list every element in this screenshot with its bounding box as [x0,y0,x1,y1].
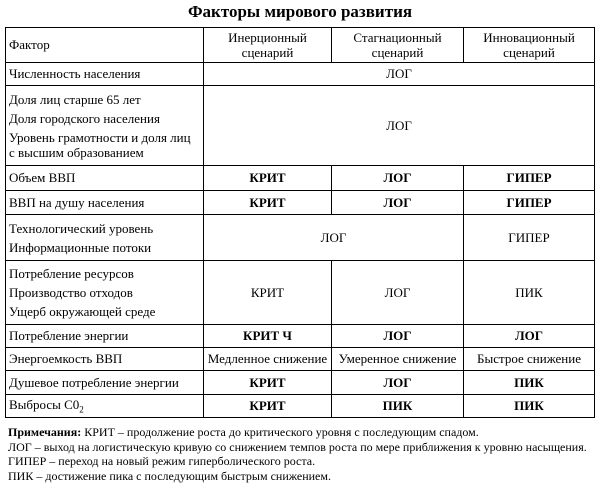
table-header-row [6,28,595,63]
note-giper: ГИПЕР – переход на новый режим гиперболического роста. [8,454,316,468]
table-row [6,348,595,371]
header-inertia [204,28,332,63]
table-row [6,395,595,418]
value-cell: ГИПЕР [464,215,595,261]
table-row [6,215,595,261]
table-row [6,371,595,395]
header-innovation [464,28,595,63]
value-cell: ГИПЕР [464,166,595,191]
value-cell: ЛОГ [204,63,595,86]
table-row [6,261,595,325]
value-cell: ГИПЕР [464,191,595,215]
header-stagnation [332,28,464,63]
factor-line: Технологический уровень [9,220,154,236]
header-innovation-line2: сценарий [503,45,555,60]
factor-line: Ущерб окружающей среде [9,304,156,319]
value-cell: КРИТ Ч [204,325,332,348]
table-row [6,166,595,191]
factor-line: с высшим образованием [9,144,144,160]
factor-cell: ВВП на душу населения [6,191,204,215]
factor-cell [6,395,204,418]
value-cell: Умеренное снижение [332,348,464,371]
value-cell: ЛОГ [332,166,464,191]
notes [8,425,593,483]
value-cell: Быстрое снижение [464,348,595,371]
value-cell: ПИК [464,371,595,395]
notes-label: Примечания: [8,425,82,439]
value-cell: КРИТ [204,395,332,418]
table-row [6,86,595,166]
value-cell: ЛОГ [332,371,464,395]
header-stagnation-line1: Стагнационный [353,30,442,45]
factor-cell: Численность населения [6,63,204,86]
factor-cell: Душевое потребление энергии [6,371,204,395]
table-row [6,63,595,86]
factor-cell: Энергоемкость ВВП [6,348,204,371]
header-innovation-line1: Инновационный [483,30,575,45]
factor-cell: Объем ВВП [6,166,204,191]
page-title: Факторы мирового развития [187,2,413,21]
factor-line: Производство отходов [9,285,133,300]
value-cell: ЛОГ [332,261,464,325]
factor-line: Информационные потоки [9,239,152,255]
value-cell: ПИК [464,395,595,418]
table-row [6,325,595,348]
value-cell: ЛОГ [204,86,595,166]
value-cell: КРИТ [204,371,332,395]
factor-line: Уровень грамотности и доля лиц [9,129,191,145]
factor-cell [6,215,204,261]
factor-subscript: 2 [79,404,84,415]
value-cell: Медленное снижение [204,348,332,371]
value-cell: ПИК [332,395,464,418]
value-cell: ЛОГ [464,325,595,348]
note-krit-text: КРИТ – продолжение роста до критического уровня с последующим спадом. [84,425,479,439]
value-cell: ЛОГ [332,325,464,348]
value-cell: КРИТ [204,261,332,325]
header-inertia-line2: сценарий [241,45,294,60]
factor-line: Доля городского населения [9,110,160,126]
header-inertia-line1: Инерционный [228,30,307,45]
factor-cell [6,86,204,166]
factor-line: Потребление ресурсов [9,266,134,281]
factor-cell: Потребление энергии [6,325,204,348]
value-cell: КРИТ [204,166,332,191]
header-factor: Фактор [6,28,204,63]
value-cell: ПИК [464,261,595,325]
factor-text: Выбросы С0 [9,397,80,413]
value-cell: ЛОГ [204,215,464,261]
note-krit [8,425,593,440]
factor-cell [6,261,204,325]
value-cell: КРИТ [204,191,332,215]
factor-line: Доля лиц старше 65 лет [9,91,141,107]
header-stagnation-line2: сценарий [371,45,424,60]
table-row [6,191,595,215]
note-log: ЛОГ – выход на логистическую кривую со снижением темпов роста по мере приближения к уровню насыщения. [8,439,587,454]
value-cell: ЛОГ [332,191,464,215]
factors-table [5,27,595,418]
note-pik: ПИК – достижение пика с последующим быстрым снижением. [8,468,331,483]
